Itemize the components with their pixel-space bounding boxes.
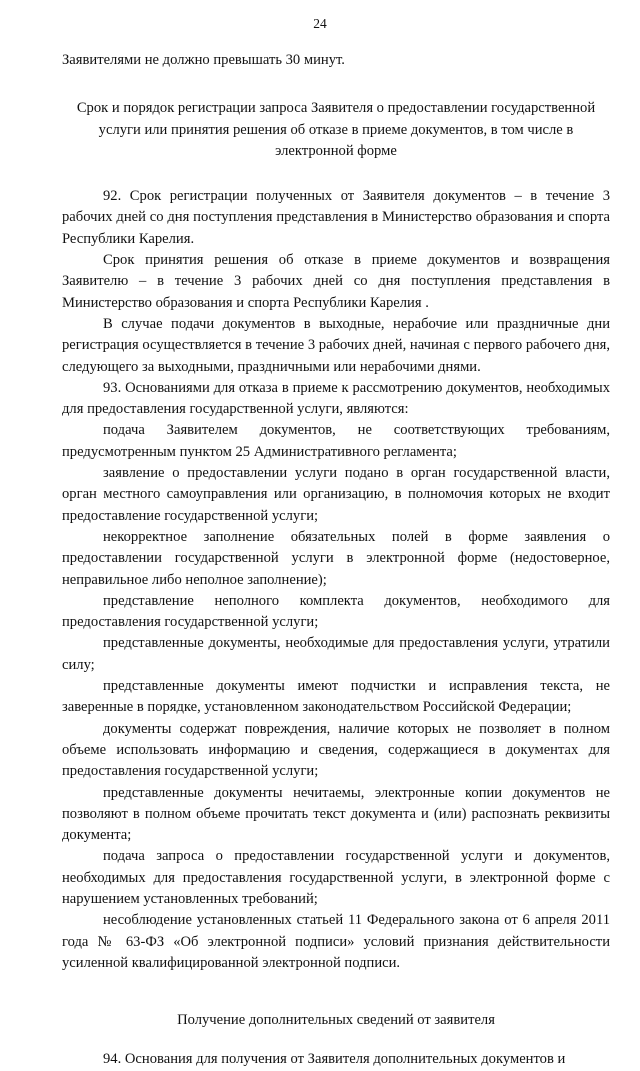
list-item: подача запроса о предоставлении государственной услуги и документов, необходимых для предоставления государственной услуги, в электронной форме с нарушением установленных требований;: [62, 848, 610, 907]
list-item: представленные документы имеют подчистки и исправления текста, не заверенные в порядке, установленном законодательством Российской Федерации;: [62, 678, 610, 716]
page-number: 24: [313, 16, 327, 31]
intro-line: Заявителями не должно превышать 30 минут.: [62, 52, 345, 68]
list-item: документы содержат повреждения, наличие которых не позволяет в полном объеме использовать информацию и сведения, содержащиеся в документах для предоставления государственной услуги;: [62, 720, 610, 780]
section-heading-registration: Срок и порядок регистрации запроса Заявителя о предоставлении государственной услуги или принятия решения об отказе в приеме документов, в том числе в электронной форме: [76, 100, 596, 159]
list-item: заявление о предоставлении услуги подано в орган государственной власти, орган местного самоуправления или организацию, в полномочия которых не входит предоставление государственной услуги;: [62, 465, 610, 524]
list-item: подача Заявителем документов, не соответствующих требованиям, предусмотренным пунктом 25 Административного регламента;: [62, 422, 610, 460]
list-item: представление неполного комплекта документов, необходимого для предоставления государственной услуги;: [62, 592, 610, 631]
list-item: некорректное заполнение обязательных полей в форме заявления о предоставлении государственной услуги в электронной форме (недостоверное, неправильное либо неполное заполнение);: [62, 528, 610, 588]
list-item: несоблюдение установленных статьей 11 Федерального закона от 6 апреля 2011 года № 63-ФЗ «Об электронной подписи» условий признания действительности усиленной квалифицированной электронной подписи.: [62, 912, 610, 971]
paragraph-92: 92. Срок регистрации полученных от Заявителя документов – в течение 3 рабочих дней со дня поступления представления в Министерство образования и спорта Республики Карелия.: [62, 188, 610, 247]
paragraph-holidays: В случае подачи документов в выходные, нерабочие или праздничные дни регистрация осуществляется в течение 3 рабочих дней, начиная с первого рабочего дня, следующего за выходными, праздничными или нерабочими днями.: [62, 315, 610, 375]
paragraph-94: 94. Основания для получения от Заявителя дополнительных документов и: [103, 1051, 566, 1068]
paragraph-refusal-term: Срок принятия решения об отказе в приеме документов и возвращения Заявителю – в течение 3 рабочих дней со дня поступления представления в Министерство образования и спорта Республики Карелия .: [62, 252, 610, 311]
section-heading-additional-info: Получение дополнительных сведений от заявителя: [177, 1012, 495, 1029]
list-item: представленные документы нечитаемы, электронные копии документов не позволяют в полном объеме прочитать текст документа и (или) распознать реквизиты документа;: [62, 784, 610, 844]
list-item: представленные документы, необходимые для предоставления услуги, утратили силу;: [62, 635, 610, 673]
page-content: [62, 50, 610, 1071]
paragraph-93: 93. Основаниями для отказа в приеме к рассмотрению документов, необходимых для предоставления государственной услуги, являются:: [62, 379, 610, 418]
